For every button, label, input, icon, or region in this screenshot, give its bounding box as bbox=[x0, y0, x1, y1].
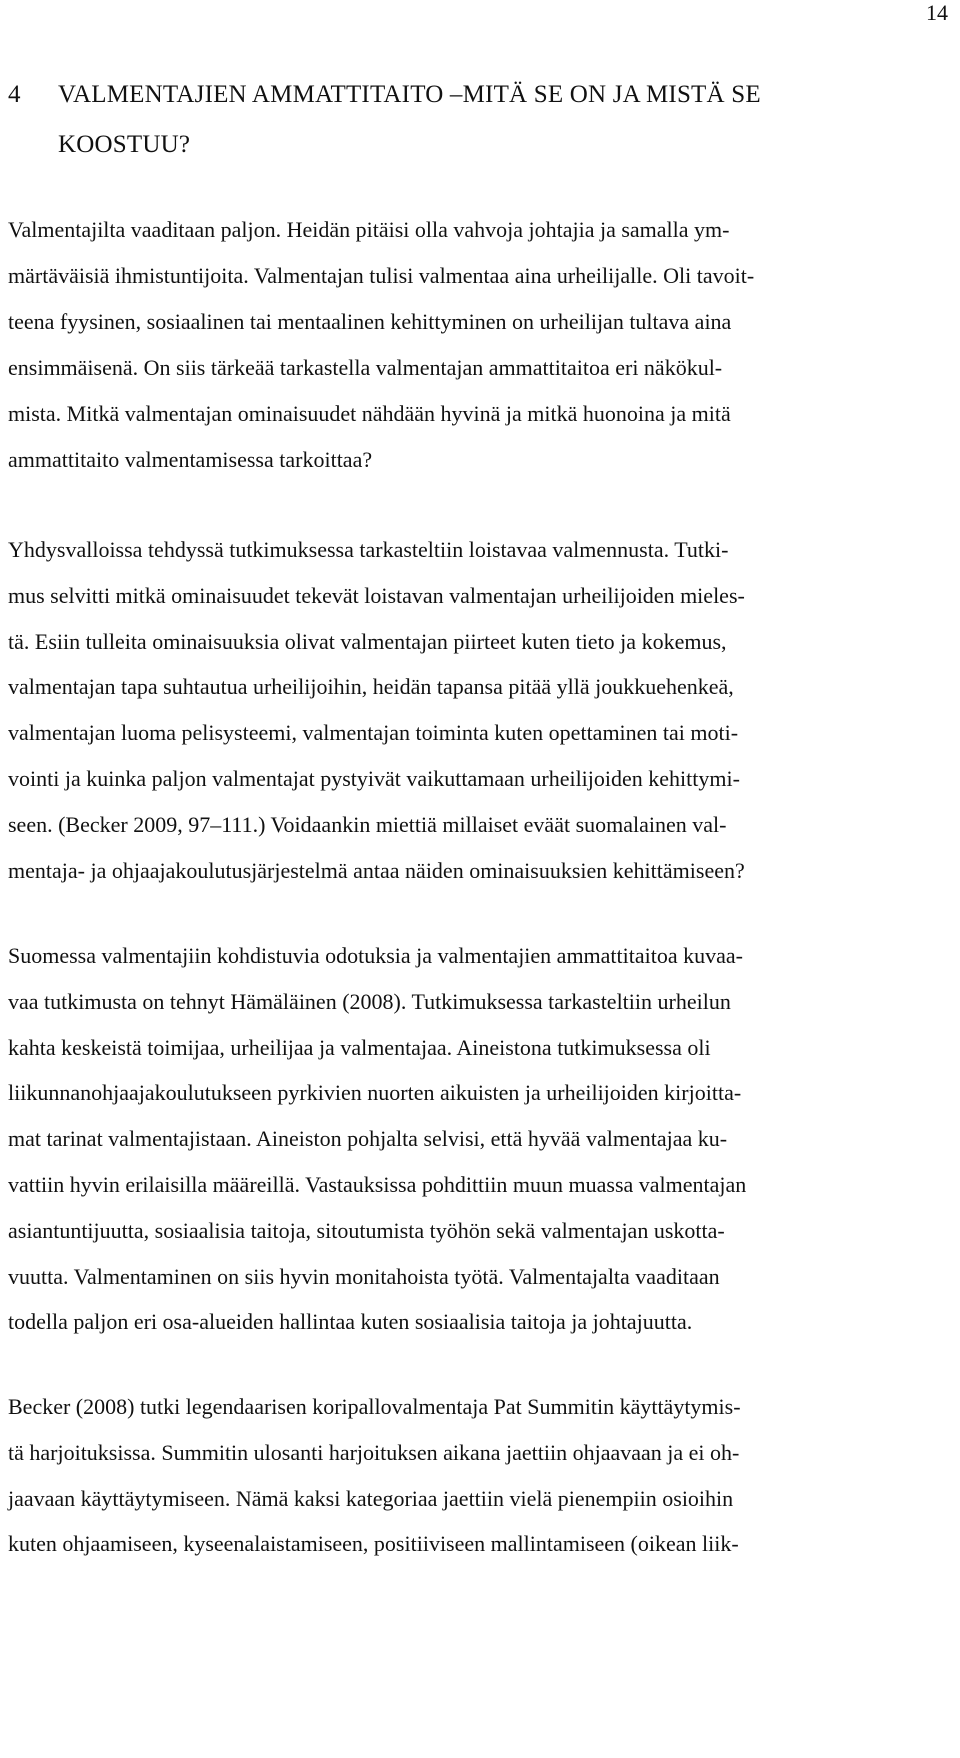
paragraph-line: mus selvitti mitkä ominaisuudet tekevät loistavan valmentajan urheilijoiden mieles- bbox=[8, 582, 745, 608]
paragraph-1 bbox=[8, 207, 952, 483]
paragraph-line: ensimmäisenä. On siis tärkeää tarkastella valmentajan ammattitaitoa eri näkökul- bbox=[8, 355, 723, 380]
paragraph-line: tä harjoituksissa. Summitin ulosanti harjoituksen aikana jaettiin ohjaavaan ja ei oh- bbox=[8, 1439, 740, 1465]
paragraph-line: valmentajan luoma pelisysteemi, valmentajan toiminta kuten opettaminen tai moti- bbox=[8, 720, 739, 746]
paragraph-line: vaa tutkimusta on tehnyt Hämäläinen (2008). Tutkimuksessa tarkasteltiin urheilun bbox=[8, 988, 731, 1014]
paragraph-3 bbox=[8, 933, 952, 1345]
paragraph-line: märtäväisiä ihmistuntijoita. Valmentajan tulisi valmentaa aina urheilijalle. Oli tavoit- bbox=[8, 263, 755, 288]
paragraph-line: teena fyysinen, sosiaalinen tai mentaalinen kehittyminen on urheilijan tultava aina bbox=[8, 309, 732, 334]
paragraph-line: ammattitaito valmentamisessa tarkoittaa? bbox=[8, 447, 373, 472]
paragraph-line: tä. Esiin tulleita ominaisuuksia olivat valmentajan piirteet kuten tieto ja kokemus, bbox=[8, 628, 727, 654]
chapter-number: 4 bbox=[8, 81, 21, 108]
paragraph-line: asiantuntijuutta, sosiaalisia taitoja, sitoutumista työhön sekä valmentajan uskotta- bbox=[8, 1217, 725, 1243]
chapter-heading bbox=[8, 70, 908, 170]
paragraph-line: todella paljon eri osa-alueiden hallintaa kuten sosiaalisia taitoja ja johtajuutta. bbox=[8, 1309, 693, 1335]
chapter-title-line-1: VALMENTAJIEN AMMATTITAITO –MITÄ SE ON JA MISTÄ SE bbox=[58, 81, 761, 108]
paragraph-line: Becker (2008) tutki legendaarisen koripallovalmentaja Pat Summitin käyttäytymis- bbox=[8, 1394, 741, 1419]
chapter-title-line-2: KOOSTUU? bbox=[58, 131, 191, 158]
paragraph-line: jaavaan käyttäytymiseen. Nämä kaksi kategoriaa jaettiin vielä pienempiin osioihin bbox=[8, 1485, 734, 1511]
paragraph-line: Suomessa valmentajiin kohdistuvia odotuksia ja valmentajien ammattitaitoa kuvaa- bbox=[8, 943, 743, 968]
page-number: 14 bbox=[926, 0, 948, 25]
paragraph-line: Yhdysvalloissa tehdyssä tutkimuksessa tarkasteltiin loistavaa valmennusta. Tutki- bbox=[8, 537, 729, 562]
paragraph-line: seen. (Becker 2009, 97–111.) Voidaankin miettiä millaiset eväät suomalainen val- bbox=[8, 811, 727, 837]
paragraph-2 bbox=[8, 527, 952, 893]
paragraph-line: vointi ja kuinka paljon valmentajat pystyivät vaikuttamaan urheilijoiden kehittymi- bbox=[8, 765, 740, 791]
paragraph-line: kahta keskeistä toimijaa, urheilijaa ja valmentajaa. Aineistona tutkimuksessa oli bbox=[8, 1034, 711, 1060]
paragraph-line: valmentajan tapa suhtautua urheilijoihin, heidän tapansa pitää yllä joukkuehenkeä, bbox=[8, 674, 734, 700]
paragraph-line: mat tarinat valmentajistaan. Aineiston pohjalta selvisi, että hyvää valmentajaa ku- bbox=[8, 1126, 728, 1152]
paragraph-line: kuten ohjaamiseen, kyseenalaistamiseen, positiiviseen mallintamiseen (oikean liik- bbox=[8, 1531, 739, 1557]
paragraph-line: vattiin hyvin erilaisilla määreillä. Vastauksissa pohdittiin muun muassa valmentajan bbox=[8, 1171, 747, 1197]
paragraph-line: vuutta. Valmentaminen on siis hyvin monitahoista työtä. Valmentajalta vaaditaan bbox=[8, 1263, 720, 1289]
paragraph-line: liikunnanohjaajakoulutukseen pyrkivien nuorten aikuisten ja urheilijoiden kirjoitta- bbox=[8, 1080, 742, 1106]
paragraph-line: Valmentajilta vaaditaan paljon. Heidän pitäisi olla vahvoja johtajia ja samalla ym- bbox=[8, 217, 730, 242]
paragraph-4 bbox=[8, 1384, 952, 1567]
paragraph-line: mista. Mitkä valmentajan ominaisuudet nähdään hyvinä ja mitkä huonoina ja mitä bbox=[8, 401, 731, 426]
paragraph-line: mentaja- ja ohjaajakoulutusjärjestelmä antaa näiden ominaisuuksien kehittämiseen? bbox=[8, 857, 745, 883]
